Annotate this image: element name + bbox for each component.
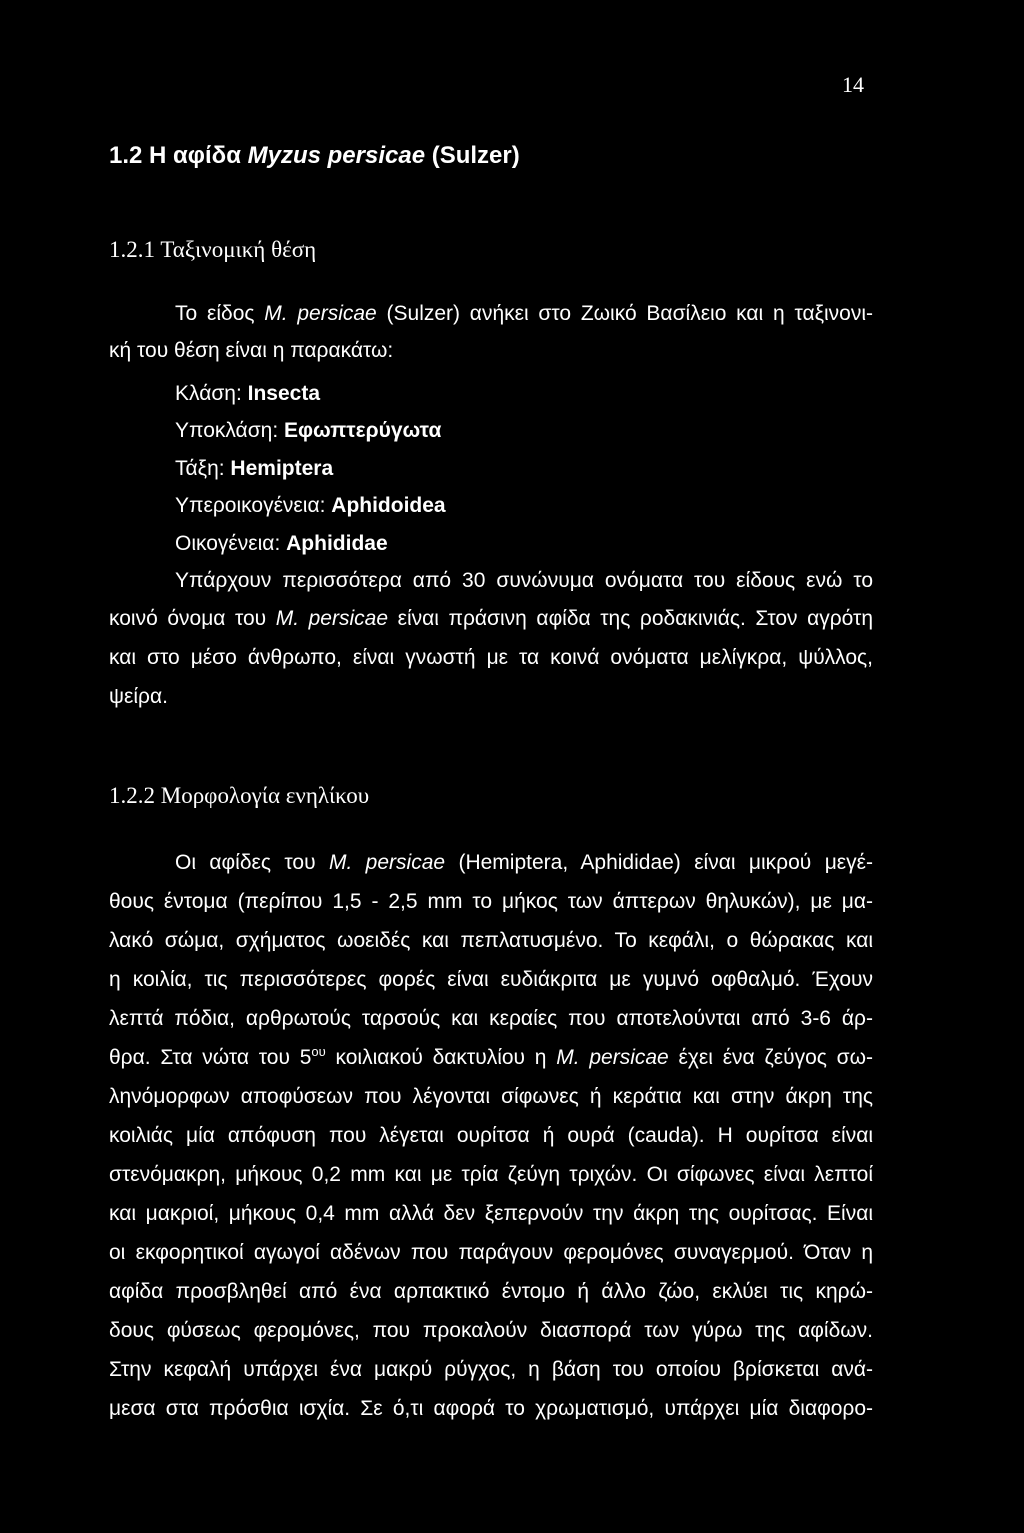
synonyms-line-3: και στο μέσο άνθρωπο, είναι γνωστή με τα κοινά ονόματα μελίγκρα, ψύλλος, xyxy=(109,646,873,669)
morphology-line-5: λεπτά πόδια, αρθρωτούς ταρσούς και κεραίες που αποτελούνται από 3-6 άρ- xyxy=(109,1007,873,1030)
taxonomy-intro-line-1: Το είδος M. persicae (Sulzer) ανήκει στο Ζωικό Βασίλειο και η ταξινονι- xyxy=(175,302,873,325)
morphology-line-10: και μακριοί, μήκους 0,4 mm αλλά δεν ξεπερνούν την άκρη της ουρίτσας. Είναι xyxy=(109,1202,873,1225)
page-number: 14 xyxy=(842,72,864,97)
section-number: 1.2 xyxy=(109,142,143,169)
taxonomy-family: Οικογένεια: Aphididae xyxy=(175,532,388,555)
morphology-line-11: οι εκφορητικοί αγωγοί αδένων που παράγουν φερομόνες συναγερμού. Όταν η xyxy=(109,1241,873,1264)
morphology-line-13: δους φύσεως φερομόνες, που προκαλούν διασπορά των γύρω της αφίδων. xyxy=(109,1319,873,1342)
taxonomy-subclass: Υποκλάση: Εφωπτερύγωτα xyxy=(175,419,442,442)
subsection-heading-morphology: 1.2.2 Μορφολογία ενηλίκου xyxy=(109,783,370,808)
morphology-line-6: θρα. Στα νώτα του $5^{o\upsilon}$ κοιλιακού δακτυλίου η M. persicae έχει ένα ζεύγος σω- xyxy=(109,1044,873,1069)
taxonomy-superfamily: Υπεροικογένεια: Aphidoidea xyxy=(175,494,446,517)
morphology-line-12: αφίδα προσβληθεί από ένα αρπακτικό έντομο ή άλλο ζώο, εκλύει τις κηρώ- xyxy=(109,1280,873,1303)
morphology-line-9: στενόμακρη, μήκους 0,2 mm και με τρία ζεύγη τριχών. Οι σίφωνες είναι λεπτοί xyxy=(109,1163,873,1186)
morphology-line-2: θους έντομα (περίπου 1,5 - 2,5 mm το μήκος των άπτερων θηλυκών), με μα- xyxy=(109,890,873,913)
subsection-heading-taxonomy: 1.2.1 Ταξινομική θέση xyxy=(109,237,317,262)
synonyms-line-2: κοινό όνομα του M. persicae είναι πράσινη αφίδα της ροδακινιάς. Στον αγρότη xyxy=(109,607,874,630)
taxonomy-intro-line-2: κή του θέση είναι η παρακάτω: xyxy=(109,339,394,362)
morphology-line-3: λακό σώμα, σχήματος ωοειδές και πεπλατυσμένο. Το κεφάλι, ο θώρακας και xyxy=(109,929,873,952)
morphology-line-8: κοιλιάς μία απόφυση που λέγεται ουρίτσα ή ουρά (cauda). Η ουρίτσα είναι xyxy=(109,1124,873,1147)
synonyms-line-4: ψείρα. xyxy=(109,685,168,708)
taxonomy-order: Τάξη: Hemiptera xyxy=(175,457,334,480)
morphology-line-1: Οι αφίδες του M. persicae (Hemiptera, Aphididae) είναι μικρού μεγέ- xyxy=(175,851,874,874)
morphology-line-4: η κοιλία, τις περισσότερες φορές είναι ευδιάκριτα με γυμνό οφθαλμό. Έχουν xyxy=(109,968,873,991)
section-heading xyxy=(109,142,520,170)
morphology-line-15: μεσα στα πρόσθια ισχία. Σε ό,τι αφορά το χρωματισμό, υπάρχει μία διαφορο- xyxy=(109,1397,873,1420)
morphology-line-14: Στην κεφαλή υπάρχει ένα μακρύ ρύγχος, η βάση του οποίου βρίσκεται ανά- xyxy=(109,1358,873,1381)
morphology-line-7: ληνόμορφων αποφύσεων που λέγονται σίφωνες ή κεράτια και στην άκρη της xyxy=(109,1085,873,1108)
section-title-prefix: Η αφίδα xyxy=(149,142,248,169)
section-title-suffix: (Sulzer) xyxy=(425,142,520,169)
section-title-species: Myzus persicae xyxy=(247,142,426,169)
taxonomy-class: Κλάση: Insecta xyxy=(175,382,321,405)
synonyms-line-1: Υπάρχουν περισσότερα από 30 συνώνυμα ονόματα του είδους ενώ το xyxy=(175,569,873,592)
